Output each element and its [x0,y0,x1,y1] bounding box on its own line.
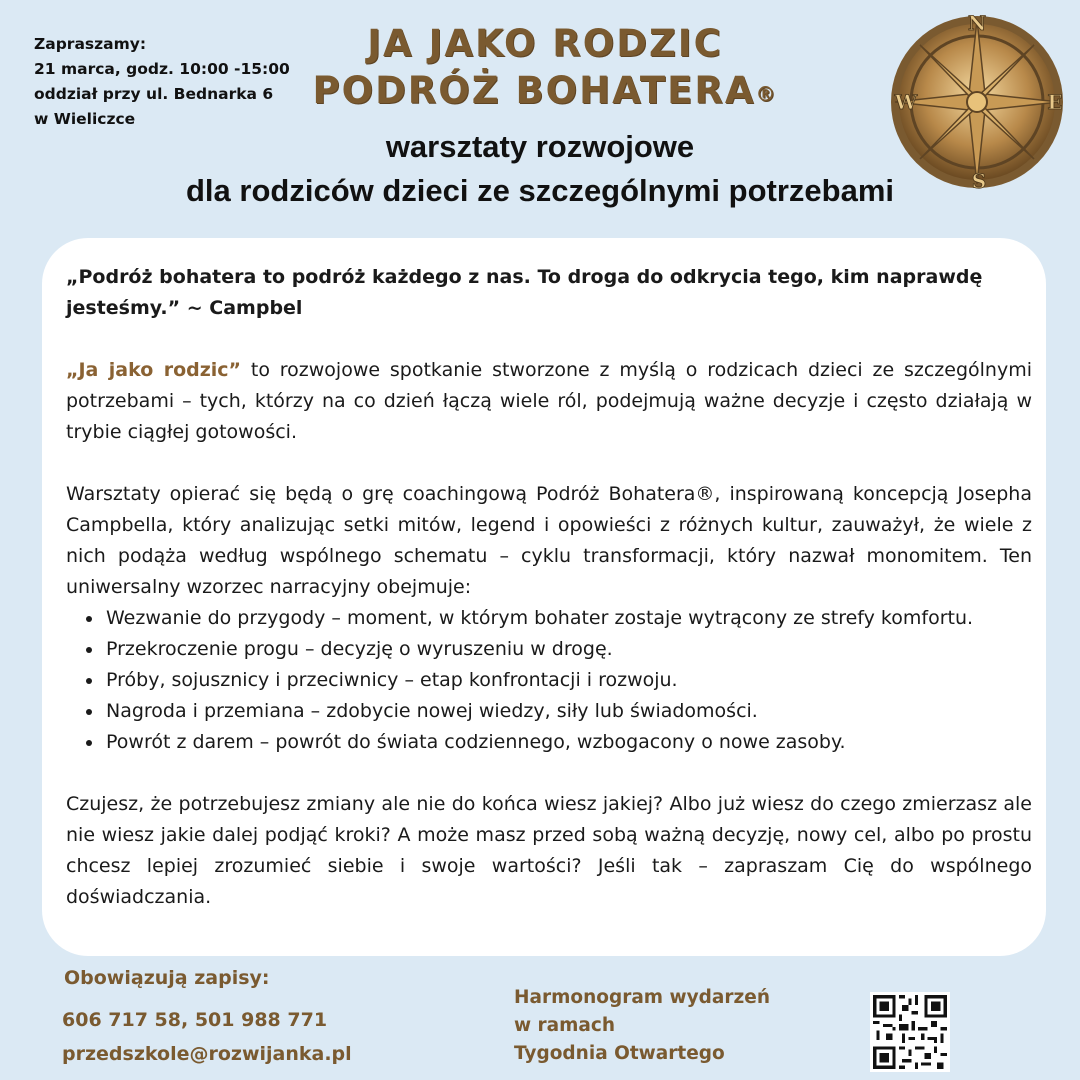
list-item: • Próby, sojusznicy i przeciwnicy – etap konfrontacji i rozwoju. [104,665,1032,696]
schedule-line-2: w ramach [514,1015,616,1036]
intro-highlight: „Ja jako rodzic” [66,359,242,381]
schedule-info [514,984,834,1068]
title-line-2 [300,67,790,114]
title-line-1: JA JAKO RODZIC [367,22,723,65]
registration-label: Obowiązują zapisy: [64,967,270,989]
intro-paragraph [66,355,1032,448]
list-item: • Powrót z darem – powrót do świata codziennego, wzbogacony o nowe zasoby. [104,727,1032,758]
campbell-quote: „Podróż bohatera to podróż każdego z nas. To droga do odkrycia tego, kim naprawdę jesteśmy.” ~ Campbel [66,266,983,319]
invite-date: 21 marca, godz. 10:00 -15:00 [34,60,290,78]
compass-center [967,92,987,112]
compass-letter-s: S [971,169,987,193]
list-item: • Nagroda i przemiana – zdobycie nowej wiedzy, siły lub świadomości. [104,696,1032,727]
invite-heading: Zapraszamy: [34,35,147,53]
subtitle-audience: dla rodziców dzieci ze szczególnymi potrzebami [186,173,894,208]
schedule-line-3: Tygodnia Otwartego [514,1043,725,1064]
subtitle: warsztaty rozwojowe [385,129,695,164]
list-item: • Wezwanie do przygody – moment, w którym bohater zostaje wytrącony ze strefy komfortu. [104,603,1032,634]
phone-numbers[interactable]: 606 717 58, 501 988 771 [62,1009,328,1031]
compass-letter-w: W [894,90,918,114]
method-paragraph: Warsztaty opierać się będą o grę coachingową Podróż Bohatera®, inspirowaną koncepcją Josepha Campbella, który analizując setki mitów, legend i opowieści z różnych kultur, zauważył, że wiele z nich podąża według wspólnego schematu – cyklu transformacji, który nazwał monomitem. Ten uniwersalny wzorzec narracyjny obejmuje: [66,483,1032,598]
invite-town: w Wieliczce [34,110,136,128]
schedule-line-1: Harmonogram wydarzeń [514,987,771,1008]
monomyth-stages-list [66,603,1032,758]
qr-code-icon[interactable] [870,992,950,1072]
compass-letter-e: E [1047,90,1063,114]
title-line-2-text: PODRÓŻ BOHATERA [312,69,756,112]
invite-address: oddział przy ul. Bednarka 6 [34,85,274,103]
invitation-details [34,32,314,132]
card-body [66,262,1032,913]
email-link[interactable]: przedszkole@rozwijanka.pl [62,1043,352,1065]
event-title [300,20,790,114]
content-card [42,238,1046,956]
list-item: • Przekroczenie progu – decyzję o wyruszeniu w drogę. [104,634,1032,665]
closing-paragraph: Czujesz, że potrzebujesz zmiany ale nie do końca wiesz jakiej? Albo już wiesz do czego zmierzasz ale nie wiesz jakie dalej podjąć kroki? A może masz przed sobą ważną decyzję, nowy cel, albo po prostu chcesz lepiej zrozumieć siebie i swoje wartości? Jeśli tak – zapraszam Cię do wspólnego doświadczania. [66,793,1032,908]
compass-icon [872,2,1080,212]
intro-text: to rozwojowe spotkanie stworzone z myślą o rodzicach dzieci ze szczególnymi potrzebami – tych, którzy na co dzień łączą wiele ról, podejmują ważne decyzje i często działają w trybie ciągłej gotowości. [66,359,1033,443]
compass-letter-n: N [967,11,987,35]
registered-mark: ® [755,82,778,106]
